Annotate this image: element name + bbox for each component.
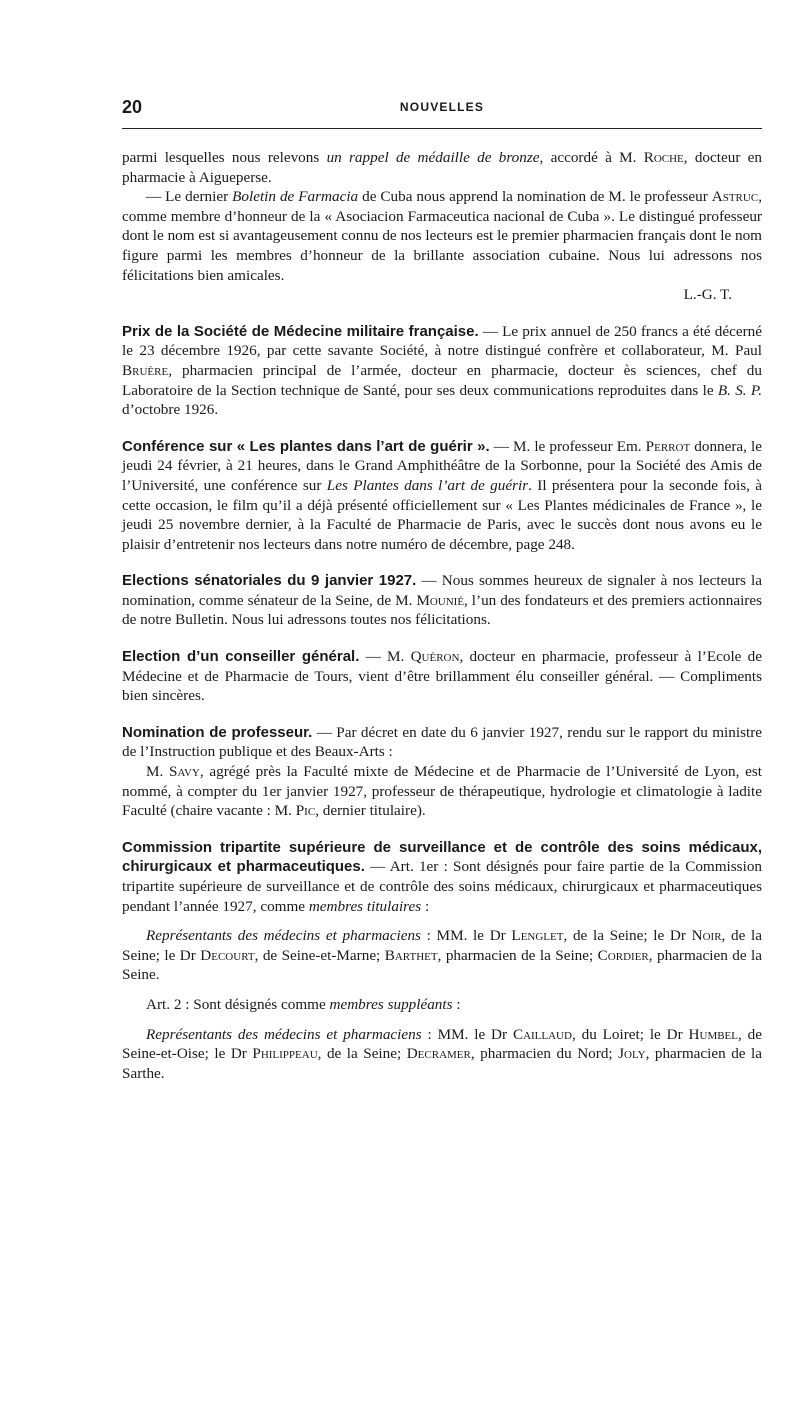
person-name: Philippeau — [252, 1045, 318, 1063]
person-name: Decourt — [200, 946, 255, 964]
person-name: Humbel — [688, 1025, 738, 1043]
person-name: Lenglet — [511, 927, 564, 945]
section-heading: Elections sénatoriales du 9 janvier 1927. — [122, 572, 417, 590]
person-name: Cordier — [597, 946, 649, 964]
person-name: Astruc — [711, 188, 759, 206]
boletin-paragraph: — Le dernier Boletin de Farmacia de Cuba nous apprend la nomination de M. le professeur Astruc, comme membre d’honneur de la « Asociacion Farmaceutica nacional de Cuba ». Le distingué professeur dont le nom est si avantageusement connu de nos lecteurs est le premier pharmacien français dont le nom figure parmi les membres d’honneur de la brillante association cubaine. Nous lui adressons nos félicitations bien amicales. — [122, 188, 762, 284]
person-name: Barthet — [384, 946, 438, 964]
author-signature: L.-G. T. — [683, 286, 732, 304]
person-name: Bruère — [122, 361, 169, 379]
person-name: Joly — [618, 1045, 646, 1063]
section-heading: Conférence sur « Les plantes dans l’art de guérir ». — [122, 437, 490, 455]
section-heading: Commission tripartite supérieure de surveillance et de contrôle des soins médicaux, chirurgicaux et pharmaceutiques. — [122, 838, 762, 876]
nomination-detail: M. Savy, agrégé près la Faculté mixte de Médecine et de Pharmacie de l’Université de Lyon, est nommé, à compter du 1er janvier 1927, professeur de thérapeutique, hydrologie et climatologie à ladite Faculté (chaire vacante : M. Pic, dernier titulaire). — [122, 763, 762, 820]
running-title: NOUVELLES — [399, 100, 485, 114]
suppleants-list: Représentants des médecins et pharmaciens : MM. le Dr Caillaud, du Loiret; le Dr Humbel, de Seine-et-Oise; le Dr Philippeau, de la Seine; Decramer, pharmacien du Nord; Joly, pharmacien de la Sarthe. — [122, 1025, 762, 1082]
header-rule — [122, 128, 762, 129]
person-name: Mounié — [416, 591, 465, 609]
intro-paragraph: parmi lesquelles nous relevons un rappel de médaille de bronze, accordé à M. Roche, docteur en pharmacie à Aigueperse. — [122, 149, 762, 186]
person-name: Caillaud — [512, 1025, 572, 1043]
person-name: Roche — [643, 149, 684, 166]
person-name: Noir — [691, 927, 722, 945]
section-heading: Nomination de professeur. — [122, 723, 313, 741]
section-heading: Election d’un conseiller général. — [122, 648, 360, 666]
person-name: Quéron — [410, 648, 460, 666]
section-heading: Prix de la Société de Médecine militaire française. — [122, 322, 479, 340]
person-name: Perrot — [645, 437, 691, 455]
page-header — [122, 97, 762, 119]
person-name: Savy — [169, 763, 200, 781]
article-2: Art. 2 : Sont désignés comme membres suppléants : — [146, 995, 461, 1013]
article-body: parmi lesquelles nous relevons un rappel de médaille de bronze, accordé à M. Roche, docteur en pharmacie à Aigueperse. — Le dernier Boletin de Farmacia de Cuba nous apprend la nomination de M. le professeur Astruc, comme membre d’honneur de la « Asociacion Farmaceutica nacional de Cuba ». Le distingué professeur dont le nom est si avantageusement connu de nos lecteurs est le premier pharmacien français dont le nom figure parmi les membres d’honneur de la brillante association cubaine. Nous lui adressons nos félicitations bien amicales. L.-G. T. Prix de la Société de Médecine militaire française. — Le prix annuel de 250 francs a été décerné le 23 décembre 1926, par cette savante Société, à notre distingué confrère et collaborateur, M. Paul Bruère, pharmacien principal de l’armée, docteur en pharmacie, docteur ès sciences, chef du Laboratoire de la Section technique de Santé, pour ses deux communications reproduites dans le B. S. P. d’octobre 1926. Conférence sur « Les plantes dans l’art de guérir ». — M. le professeur Em. Perrot donnera, le jeudi 24 février, à 21 heures, dans le Grand Amphithéâtre de la Sorbonne, pour la Société des Amis de l’Université, une conférence sur Les Plantes dans l’art de guérir. Il présentera pour la seconde fois, à cette occasion, le film qu’il a déjà présenté officiellement sur « Les Plantes médicinales de France », le jeudi 25 novembre dernier, à la Faculté de Pharmacie de Paris, avec le succès dont nous avons eu le plaisir d’entretenir nos lecteurs dans notre numéro de décembre, page 248. Elections sénatoriales du 9 janvier 1927. — Nous sommes heureux de signaler à nos lecteurs la nomination, comme sénateur de la Seine, de M. Mounié, l’un des fondateurs et des premiers actionnaires de notre Bulletin. Nous lui adressons toutes nos félicitations. Election d’un conseiller général. — M. Quéron, docteur en pharmacie, professeur à l’Ecole de Médecine et de Pharmacie de Tours, vient d’être brillamment élu conseiller général. — Compliments bien sincères. Nomination de professeur. — Par décret en date du 6 janvier 1927, rendu sur le rapport du ministre de l’Instruction publique et des Beaux-Arts : M. Savy, agrégé près la Faculté mixte de Médecine et de Pharmacie de l’Université de Lyon, est nommé, à compter du 1er janvier 1927, professeur de thérapeutique, hydrologie et climatologie à ladite Faculté (chaire vacante : M. Pic, dernier titulaire). Commission tripartite supérieure de surveillance et de contrôle des soins médicaux, chirurgicaux et pharmaceutiques. — Art. 1er : Sont désignés pour faire partie de la Commission tripartite supérieure de surveillance et de contrôle des soins médicaux, chirurgicaux et pharmaceutiques pendant l’année 1927, comme membres titulaires : Représentants des médecins et pharmaciens : MM. le Dr Lenglet, de la Seine; le Dr Noir, de la Seine; le Dr Decourt, de Seine-et-Marne; Barthet, pharmacien de la Seine; Cordier, pharmacien de la Seine. Art. 2 : Sont désignés comme membres suppléants : Représentants des médecins et pharmaciens : MM. le Dr Caillaud, du Loiret; le Dr Humbel, de Seine-et-Oise; le Dr Philippeau, de la Seine; Decramer, pharmacien du Nord; Joly, pharmacien de la Sarthe. — [122, 149, 763, 1082]
person-name: Decramer — [406, 1045, 471, 1063]
titulaires-list: Représentants des médecins et pharmaciens : MM. le Dr Lenglet, de la Seine; le Dr Noir, de la Seine; le Dr Decourt, de Seine-et-Marne; Barthet, pharmacien de la Seine; Cordier, pharmacien de la Seine. — [122, 927, 763, 984]
page-number: 20 — [122, 97, 143, 117]
person-name: Pic — [295, 802, 316, 820]
